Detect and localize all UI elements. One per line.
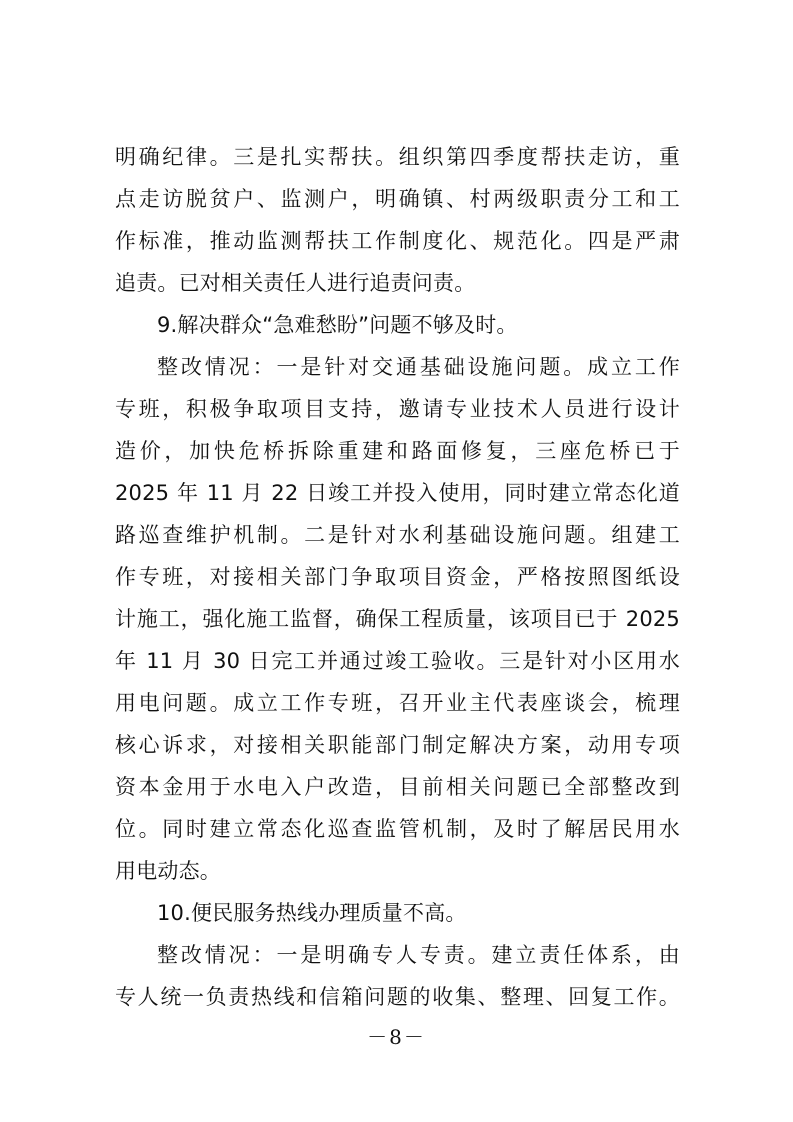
- text-line-8: 造价，加快危桥拆除重建和路面修复，三座危桥已于: [115, 439, 680, 463]
- text-line-15: 核心诉求，对接相关职能部门制定解决方案，动用专项: [115, 733, 680, 757]
- page-number: －8－: [367, 1025, 426, 1049]
- text-line-2: 点走访脱贫户、监测户，明确镇、村两级职责分工和工: [115, 187, 680, 211]
- text-line-18: 用电动态。: [115, 859, 221, 883]
- text-line-9: 2025 年 11 月 22 日竣工并投入使用，同时建立常态化道: [115, 481, 680, 505]
- text-line-16: 资本金用于水电入户改造，目前相关问题已全部整改到: [115, 775, 680, 799]
- text-line-6: 整改情况：一是针对交通基础设施问题。成立工作: [157, 355, 680, 379]
- text-line-7: 专班，积极争取项目支持，邀请专业技术人员进行设计: [115, 397, 680, 421]
- text-line-14: 用电问题。成立工作专班，召开业主代表座谈会，梳理: [115, 691, 680, 715]
- text-line-10: 路巡查维护机制。二是针对水利基础设施问题。组建工: [115, 523, 680, 547]
- text-line-3: 作标准，推动监测帮扶工作制度化、规范化。四是严肃: [115, 229, 680, 253]
- text-line-17: 位。同时建立常态化巡查监管机制，及时了解居民用水: [115, 817, 680, 841]
- item-heading-10: 10.便民服务热线办理质量不高。: [157, 901, 467, 925]
- text-line-4: 追责。已对相关责任人进行追责问责。: [115, 271, 476, 295]
- text-line-21: 专人统一负责热线和信箱问题的收集、整理、回复工作。: [115, 985, 680, 1009]
- text-line-20: 整改情况：一是明确专人专责。建立责任体系，由: [157, 943, 680, 967]
- item-heading-9: 9.解决群众“急难愁盼”问题不够及时。: [157, 313, 518, 337]
- text-line-1: 明确纪律。三是扎实帮扶。组织第四季度帮扶走访，重: [115, 145, 680, 169]
- text-line-13: 年 11 月 30 日完工并通过竣工验收。三是针对小区用水: [115, 649, 680, 673]
- text-line-11: 作专班，对接相关部门争取项目资金，严格按照图纸设: [115, 565, 680, 589]
- body-text: [115, 136, 680, 1018]
- text-line-12: 计施工，强化施工监督，确保工程质量，该项目已于 2025: [115, 607, 680, 631]
